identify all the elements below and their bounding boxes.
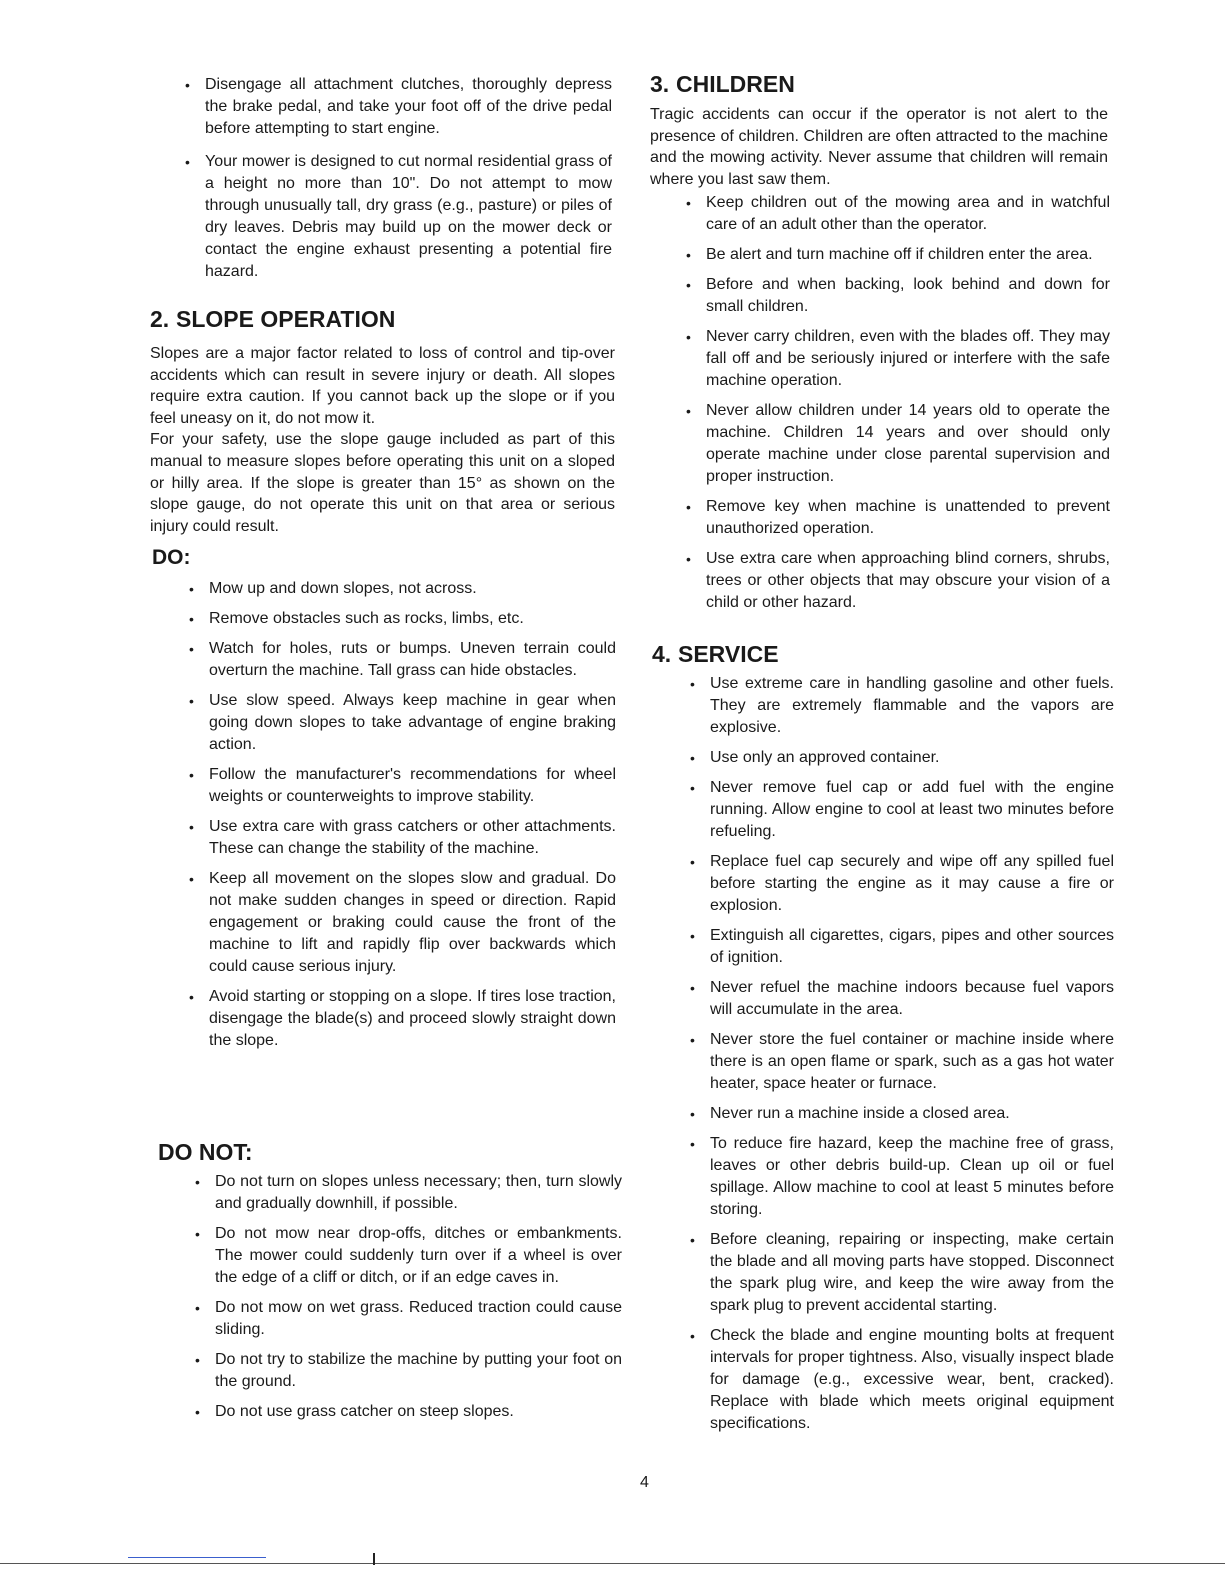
list-item: • Before and when backing, look behind and down for small children. xyxy=(706,274,1110,318)
section-title: SERVICE xyxy=(678,641,779,667)
list-item: • Do not use grass catcher on steep slopes. xyxy=(215,1401,622,1423)
list-item: • Use extra care with grass catchers or other attachments. These can change the stability of the machine. xyxy=(209,816,616,860)
list-item: • Mow up and down slopes, not across. xyxy=(209,578,616,600)
children-intro-paragraph: Tragic accidents can occur if the operator is not alert to the presence of children. Children are often attracted to the machine and the mowing activity. Never assume that children will remain where you last saw them. xyxy=(650,106,1108,188)
section-title: CHILDREN xyxy=(676,71,795,97)
list-item: • To reduce fire hazard, keep the machine free of grass, leaves or other debris build-up. Clean up oil or fuel spillage. Allow machine to cool at least 5 minutes before storing. xyxy=(710,1133,1114,1221)
list-item: • Use slow speed. Always keep machine in gear when going down slopes to take advantage of engine braking action. xyxy=(209,690,616,756)
children-section-heading xyxy=(650,70,795,98)
section-number: 3. xyxy=(650,71,670,97)
service-section-heading xyxy=(652,640,779,668)
list-item: • Your mower is designed to cut normal residential grass of a height no more than 10". Do not attempt to mow through unusually tall, dry grass (e.g., pasture) or piles of dry leaves. Debris may build up on the mower deck or contact the engine exhaust presenting a potential fire hazard. xyxy=(205,151,612,283)
list-item: • Do not turn on slopes unless necessary; then, turn slowly and gradually downhill, if possible. xyxy=(215,1171,622,1215)
slope-paragraphs xyxy=(150,343,615,537)
slope-intro-paragraph: Slopes are a major factor related to loss of control and tip-over accidents which can result in severe injury or death. All slopes require extra caution. If you cannot back up the slope or if you feel uneasy on it, do not mow it. xyxy=(150,345,615,427)
list-item: • Never run a machine inside a closed area. xyxy=(710,1103,1114,1125)
page-bottom-rule xyxy=(0,1563,1225,1564)
slope-section-heading xyxy=(150,305,395,333)
list-item: • Do not mow on wet grass. Reduced traction could cause sliding. xyxy=(215,1297,622,1341)
do-not-heading: DO NOT: xyxy=(158,1139,253,1165)
list-item: • Replace fuel cap securely and wipe off any spilled fuel before starting the engine as it may cause a fire or explosion. xyxy=(710,851,1114,917)
list-item: • Before cleaning, repairing or inspecting, make certain the blade and all moving parts have stopped. Disconnect the spark plug wire, and keep the wire away from the spark plug to prevent accidental starting. xyxy=(710,1229,1114,1317)
list-item: • Keep all movement on the slopes slow and gradual. Do not make sudden changes in speed or direction. Rapid engagement or braking could cause the front of the machine to lift and rapidly flip over backwards which could cause serious injury. xyxy=(209,868,616,978)
list-item: • Use extra care when approaching blind corners, shrubs, trees or other objects that may obscure your vision of a child or other hazard. xyxy=(706,548,1110,614)
list-item: • Never allow children under 14 years old to operate the machine. Children 14 years and over should only operate machine under close parental supervision and proper instruction. xyxy=(706,400,1110,488)
slope-gauge-paragraph: For your safety, use the slope gauge included as part of this manual to measure slopes before operating this unit on a sloped or hilly area. If the slope is greater than 15° as shown on the slope gauge, do not operate this unit on that area or serious injury could result. xyxy=(150,431,615,535)
list-item: • Never refuel the machine indoors because fuel vapors will accumulate in the area. xyxy=(710,977,1114,1021)
list-item: • Avoid starting or stopping on a slope. If tires lose traction, disengage the blade(s) and proceed slowly straight down the slope. xyxy=(209,986,616,1052)
intro-bullet-list xyxy=(205,74,612,283)
list-item: • Be alert and turn machine off if children enter the area. xyxy=(706,244,1110,266)
list-item: • Keep children out of the mowing area and in watchful care of an adult other than the operator. xyxy=(706,192,1110,236)
service-list xyxy=(710,673,1114,1435)
page-bottom-link-underline xyxy=(128,1557,266,1558)
section-number: 4. xyxy=(652,641,672,667)
list-item: • Follow the manufacturer's recommendations for wheel weights or counterweights to improve stability. xyxy=(209,764,616,808)
list-item: • Use only an approved container. xyxy=(710,747,1114,769)
list-item: • Use extreme care in handling gasoline and other fuels. They are extremely flammable and the vapors are explosive. xyxy=(710,673,1114,739)
list-item: • Never carry children, even with the blades off. They may fall off and be seriously injured or interfere with the safe machine operation. xyxy=(706,326,1110,392)
section-number: 2. xyxy=(150,306,170,332)
do-heading: DO: xyxy=(152,546,191,569)
list-item: • Never remove fuel cap or add fuel with the engine running. Allow engine to cool at least two minutes before refueling. xyxy=(710,777,1114,843)
do-list xyxy=(209,578,616,1052)
list-item: • Remove obstacles such as rocks, limbs, etc. xyxy=(209,608,616,630)
list-item: • Watch for holes, ruts or bumps. Uneven terrain could overturn the machine. Tall grass can hide obstacles. xyxy=(209,638,616,682)
page-bottom-tick-mark xyxy=(373,1553,375,1565)
list-item: • Extinguish all cigarettes, cigars, pipes and other sources of ignition. xyxy=(710,925,1114,969)
list-item: • Do not try to stabilize the machine by putting your foot on the ground. xyxy=(215,1349,622,1393)
page-number: 4 xyxy=(640,1474,649,1491)
list-item: • Remove key when machine is unattended to prevent unauthorized operation. xyxy=(706,496,1110,540)
list-item: • Never store the fuel container or machine inside where there is an open flame or spark, such as a gas hot water heater, space heater or furnace. xyxy=(710,1029,1114,1095)
list-item: • Do not mow near drop-offs, ditches or embankments. The mower could suddenly turn over if a wheel is over the edge of a cliff or ditch, or if an edge caves in. xyxy=(215,1223,622,1289)
list-item: • Check the blade and engine mounting bolts at frequent intervals for proper tightness. Also, visually inspect blade for damage (e.g., excessive wear, bent, cracked). Replace with blade which meets original equipment specifications. xyxy=(710,1325,1114,1435)
list-item: • Disengage all attachment clutches, thoroughly depress the brake pedal, and take your foot off of the drive pedal before attempting to start engine. xyxy=(205,74,612,140)
children-list xyxy=(706,192,1110,614)
section-title: SLOPE OPERATION xyxy=(176,306,396,332)
do-not-list xyxy=(215,1171,622,1423)
